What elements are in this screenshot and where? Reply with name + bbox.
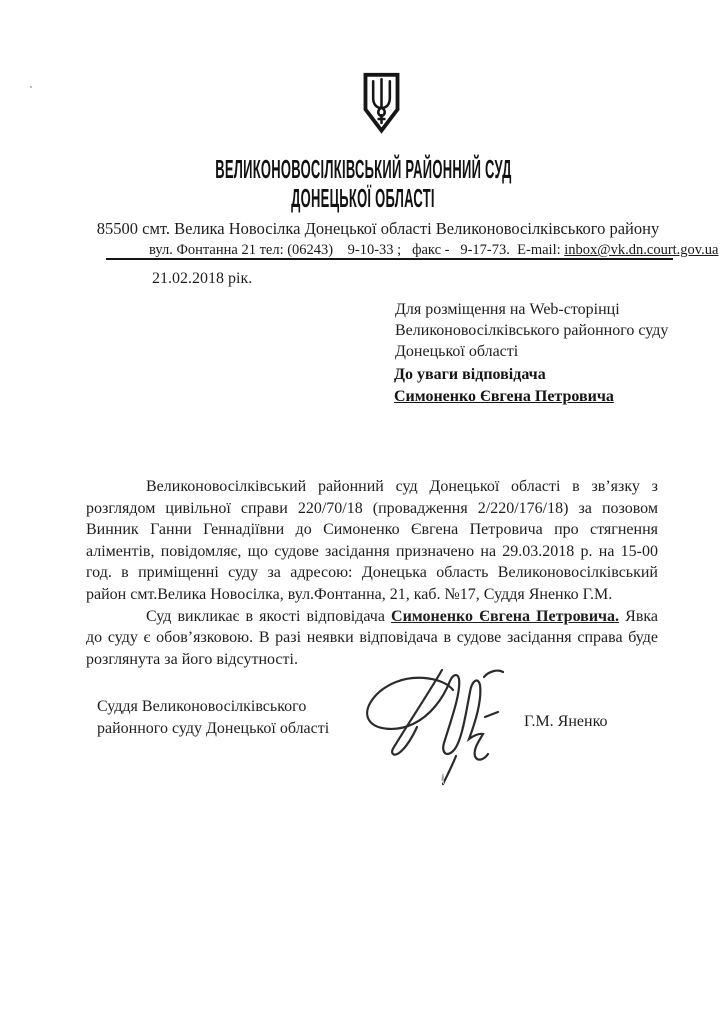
court-name-text-2: ДОНЕЦЬКОЇ ОБЛАСТІ <box>291 184 435 214</box>
court-address-line: 85500 смт. Велика Новосілка Донецької області Великоновосілківського району <box>96 219 660 238</box>
attention-name: Симоненко Євгена Петровича <box>394 388 614 405</box>
header-divider <box>106 258 673 260</box>
paragraph2-start: Суд викликає в якості відповідача <box>146 607 392 625</box>
recipient-note-line-3: Донецької області <box>395 343 519 360</box>
recipient-note-line-1: Для розміщення на Web-сторінці <box>395 301 620 318</box>
body-paragraph-1: Великоновосілківський районний суд Донецької області в зв’язку з розглядом цивільної справи 220/70/18 (провадження 2/220/176/18) за позовом Винник Ганни Геннадіївни до Симоненко Євгена Петровича про стягнення аліментів, повідомляє, що судове засідання призначено на 29.03.2018 р. на 15-00 год. в приміщенні суду за адресою: Донецька область Великоновосілківський район смт.Велика Новосілка, вул.Фонтанна, 21, каб. №17, Суддя Яненко Г.М. <box>86 478 658 603</box>
document-body <box>86 476 658 670</box>
judge-title-line-1: Суддя Великоновосілківського <box>97 698 307 715</box>
scan-speck <box>443 776 444 784</box>
handwritten-signature <box>356 650 508 792</box>
court-name-text-1: ВЕЛИКОНОВОСІЛКІВСЬКИЙ РАЙОННИЙ СУД <box>214 155 512 185</box>
document-date: 21.02.2018 рік. <box>152 270 253 287</box>
attention-heading: До уваги відповідача <box>394 366 546 383</box>
scan-speck <box>30 86 32 88</box>
attention-block <box>394 364 614 408</box>
recipient-note-line-2: Великоновосілківського районного суду <box>395 322 669 339</box>
court-name-line-2 <box>0 186 726 212</box>
trident-emblem-icon <box>361 71 402 135</box>
court-contact-line <box>149 242 718 259</box>
judge-title-block <box>97 696 329 739</box>
email-link: inbox@vk.dn.court.gov.ua <box>564 242 719 258</box>
court-name-line-1 <box>0 157 726 183</box>
judge-name: Г.М. Яненко <box>524 713 608 730</box>
paragraph2-end: Явка до суду є обов’язковою. В разі неявки відповідача в судове засідання справа буде розглянута за його відсутності. <box>86 607 659 668</box>
recipient-note <box>395 299 668 362</box>
judge-title-line-2: районного суду Донецької області <box>97 719 330 737</box>
contact-text: вул. Фонтанна 21 тел: (06243) 9-10-33 ; факс - 9-17-73. E-mail: <box>149 242 565 258</box>
paragraph2-defendant-name: Симоненко Євгена Петровича. <box>391 607 620 625</box>
